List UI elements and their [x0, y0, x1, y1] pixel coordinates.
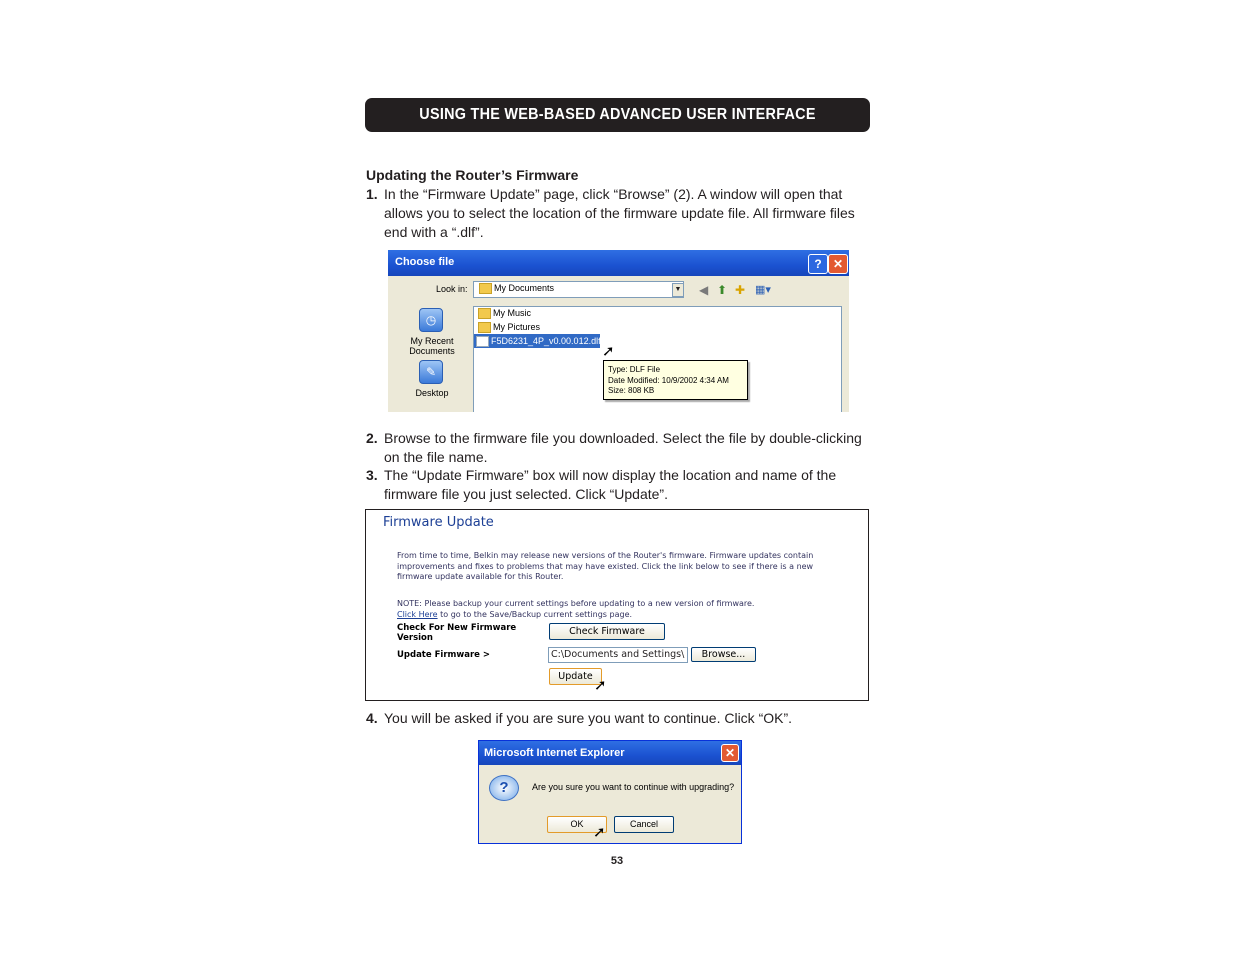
- tooltip-type: Type: DLF File: [608, 365, 661, 374]
- file-icon: [476, 336, 489, 347]
- cancel-button[interactable]: Cancel: [614, 816, 674, 833]
- file-name: F5D6231_4P_v0.00.012.dlf: [491, 336, 601, 346]
- folder-icon: [478, 308, 491, 319]
- check-firmware-label: Check For New Firmware Version: [397, 623, 517, 643]
- question-icon: ?: [489, 775, 519, 801]
- step-number: 1.: [366, 186, 378, 202]
- click-here-link[interactable]: Click Here: [397, 609, 438, 619]
- file-name: My Music: [493, 308, 531, 318]
- firmware-path-input[interactable]: C:\Documents and Settings\: [548, 647, 688, 663]
- firmware-update-title: Firmware Update: [383, 515, 494, 530]
- note-suffix: to go to the Save/Backup current settings page.: [440, 609, 633, 619]
- close-button[interactable]: ✕: [828, 254, 848, 274]
- look-in-label: Look in:: [436, 284, 468, 294]
- list-item[interactable]: [478, 308, 531, 319]
- selected-file[interactable]: [476, 336, 601, 347]
- header-title: USING THE WEB-BASED ADVANCED USER INTERFACE: [419, 106, 816, 123]
- step-3: [366, 466, 871, 506]
- step-number: 3.: [366, 467, 378, 483]
- update-firmware-label: Update Firmware >: [397, 650, 490, 660]
- file-tooltip: [603, 360, 748, 400]
- folder-icon: [478, 322, 491, 333]
- step-text: Browse to the firmware file you downloaded. Select the file by double-clicking on the file name.: [384, 430, 862, 465]
- choose-file-dialog: [388, 250, 849, 412]
- step-number: 4.: [366, 710, 378, 726]
- chevron-down-icon[interactable]: ▼: [672, 283, 684, 297]
- dialog-message: Are you sure you want to continue with upgrading?: [532, 782, 735, 792]
- help-button[interactable]: ?: [808, 254, 828, 274]
- section-heading: Updating the Router’s Firmware: [366, 167, 579, 183]
- step-1: [366, 185, 871, 245]
- dialog-titlebar: [388, 250, 849, 276]
- confirm-dialog: [478, 740, 742, 844]
- note-text: NOTE: Please backup your current settings before updating to a new version of firmware.: [397, 599, 755, 608]
- folder-icon: [479, 283, 492, 294]
- firmware-note: [397, 599, 827, 620]
- places-bar: [388, 302, 472, 412]
- recent-documents-icon[interactable]: ◷: [419, 308, 443, 332]
- step-text: You will be asked if you are sure you want to continue. Click “OK”.: [384, 710, 793, 726]
- step-2: [366, 429, 871, 469]
- list-item[interactable]: [478, 322, 540, 333]
- place-label[interactable]: My Recent Documents: [409, 336, 455, 356]
- up-folder-icon[interactable]: ⬆: [717, 283, 728, 297]
- back-icon[interactable]: ◀: [699, 283, 709, 297]
- cursor-icon: ➚: [593, 824, 606, 841]
- page-number: 53: [610, 855, 624, 867]
- views-menu-icon[interactable]: ▦▾: [755, 284, 771, 296]
- dialog-title: Choose file: [395, 256, 455, 268]
- file-name: My Pictures: [493, 322, 541, 332]
- step-text: The “Update Firmware” box will now display the location and name of the firmware file you just selected. Click “Update”.: [384, 467, 837, 502]
- note-line-2: [397, 610, 827, 621]
- firmware-description: From time to time, Belkin may release new versions of the Router's firmware. Firmware updates contain improvements and fixes to problems that may have existed. Click the link below to see if there is a new firmware update available for this Router.: [397, 551, 814, 581]
- step-4: [366, 709, 871, 729]
- check-firmware-button[interactable]: Check Firmware: [549, 623, 665, 640]
- place-label[interactable]: Desktop: [415, 388, 449, 398]
- ok-button[interactable]: OK: [547, 816, 607, 833]
- look-in-text: My Documents: [494, 283, 555, 293]
- new-folder-icon[interactable]: ✚: [735, 283, 746, 297]
- cursor-icon: ➚: [602, 343, 615, 360]
- tooltip-size: Size: 808 KB: [608, 386, 655, 395]
- dialog-title: Microsoft Internet Explorer: [484, 747, 625, 759]
- update-button[interactable]: Update: [549, 668, 602, 685]
- desktop-icon[interactable]: ✎: [419, 360, 443, 384]
- cursor-icon: ➚: [594, 677, 607, 694]
- tooltip-modified: Date Modified: 10/9/2002 4:34 AM: [608, 375, 729, 385]
- browse-button[interactable]: Browse...: [691, 647, 756, 662]
- step-number: 2.: [366, 430, 378, 446]
- look-in-value: [479, 283, 554, 294]
- step-text: In the “Firmware Update” page, click “Browse” (2). A window will open that allows you to select the location of the firmware update file. All firmware files end with a “.dlf”.: [384, 186, 855, 240]
- close-button[interactable]: ✕: [721, 744, 739, 762]
